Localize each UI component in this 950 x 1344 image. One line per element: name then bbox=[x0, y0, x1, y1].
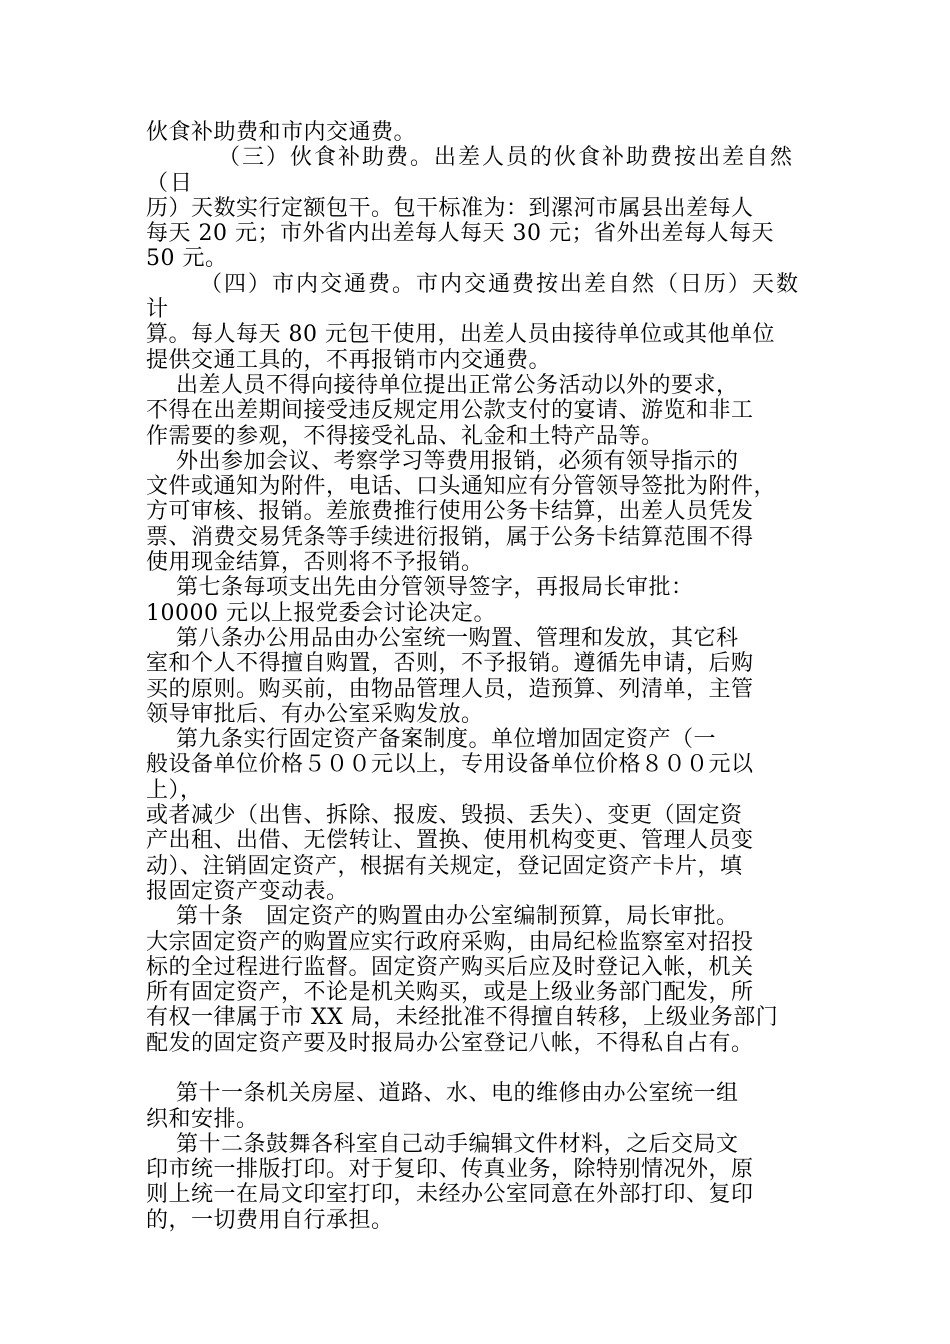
text-line: 作需要的参观，不得接受礼品、礼金和土特产品等。 bbox=[146, 423, 664, 449]
text-line: 产出租、出借、无偿转让、置换、使用机构变更、管理人员变 bbox=[146, 828, 754, 854]
text-line: 印市统一排版打印。对于复印、传真业务，除特别情况外，原 bbox=[146, 1157, 754, 1183]
text-line: 大宗固定资产的购置应实行政府采购，由局纪检监察室对招投 bbox=[146, 929, 754, 955]
text-line: 票、消费交易凭条等手续进衍报销，属于公务卡结算范围不得 bbox=[146, 524, 754, 550]
text-line: 则上统一在局文印室打印，未经办公室同意在外部打印、复印 bbox=[146, 1182, 754, 1208]
text-line: 提供交通工具的，不再报销市内交通费。 bbox=[146, 347, 552, 373]
text-line: 报固定资产变动表。 bbox=[146, 878, 349, 904]
text-line: 使用现金结算，否则将不予报销。 bbox=[146, 550, 484, 576]
text-line: 第九条实行固定资产备案制度。单位增加固定资产（一 bbox=[146, 727, 716, 753]
document-body bbox=[146, 120, 826, 1233]
text-line: 文件或通知为附件，电话、口头通知应有分管领导签批为附件， bbox=[146, 474, 777, 500]
text-line: 历）天数实行定额包干。包干标准为：到漯河市属县出差每人 bbox=[146, 195, 754, 221]
text-line: 或者减少（出售、拆除、报废、毁损、丢失）、变更（固定资 bbox=[146, 803, 743, 829]
text-line: 上）， bbox=[146, 777, 203, 803]
text-line: （三）伙食补助费。出差人员的伙食补助费按出差自然 bbox=[146, 145, 794, 171]
text-line: （四）市内交通费。市内交通费按出差自然（日历）天数 bbox=[146, 271, 800, 297]
text-line: 般设备单位价格５００元以上，专用设备单位价格８００元以 bbox=[146, 752, 754, 778]
text-line: 动）、注销固定资产，根据有关规定，登记固定资产卡片，填 bbox=[146, 853, 743, 879]
text-line: 的，一切费用自行承担。 bbox=[146, 1207, 394, 1233]
text-line: 50 元。 bbox=[146, 246, 228, 272]
text-line: 所有固定资产，不论是机关购买，或是上级业务部门配发，所 bbox=[146, 980, 754, 1006]
text-line: 不得在出差期间接受违反规定用公款支付的宴请、游览和非工 bbox=[146, 398, 754, 424]
blank-line bbox=[146, 1056, 826, 1081]
text-line: 出差人员不得向接待单位提出正常公务活动以外的要求， bbox=[146, 372, 739, 398]
text-line: 算。每人每天 80 元包干使用，出差人员由接待单位或其他单位 bbox=[146, 322, 775, 348]
text-line: 第十一条机关房屋、道路、水、电的维修由办公室统一组 bbox=[146, 1081, 739, 1107]
text-line: 计 bbox=[146, 297, 169, 323]
text-line: 第七条每项支出先由分管领导签字，再报局长审批： bbox=[146, 575, 694, 601]
text-line: 室和个人不得擅自购置，否则，不予报销。遵循先申请，后购 bbox=[146, 651, 754, 677]
text-line: （日 bbox=[146, 170, 195, 196]
text-line: 织和安排。 bbox=[146, 1106, 259, 1132]
text-line: 每天 20 元；市外省内出差每人每天 30 元；省外出差每人每天 bbox=[146, 221, 774, 247]
text-line: 第十二条鼓舞各科室自己动手编辑文件材料，之后交局文 bbox=[146, 1131, 739, 1157]
text-line: 标的全过程进行监督。固定资产购买后应及时登记入帐，机关 bbox=[146, 954, 754, 980]
text-line: 方可审核、报销。差旅费推行使用公务卡结算，出差人员凭发 bbox=[146, 499, 754, 525]
text-line: 10000 元以上报党委会讨论决定。 bbox=[146, 600, 496, 626]
text-line: 配发的固定资产要及时报局办公室登记八帐，不得私自占有。 bbox=[146, 1030, 754, 1056]
text-line: 第八条办公用品由办公室统一购置、管理和发放，其它科 bbox=[146, 625, 739, 651]
text-line: 领导审批后、有办公室采购发放。 bbox=[146, 701, 484, 727]
text-line: 第十条 固定资产的购置由办公室编制预算，局长审批。 bbox=[146, 904, 739, 930]
text-line: 伙食补助费和市内交通费。 bbox=[146, 120, 417, 145]
text-line: 买的原则。购买前，由物品管理人员，造预算、列清单，主管 bbox=[146, 676, 754, 702]
text-line: 外出参加会议、考察学习等费用报销，必须有领导指示的 bbox=[146, 448, 739, 474]
text-line: 有权一律属于市 XX 局，未经批准不得擅自转移，上级业务部门 bbox=[146, 1005, 779, 1031]
